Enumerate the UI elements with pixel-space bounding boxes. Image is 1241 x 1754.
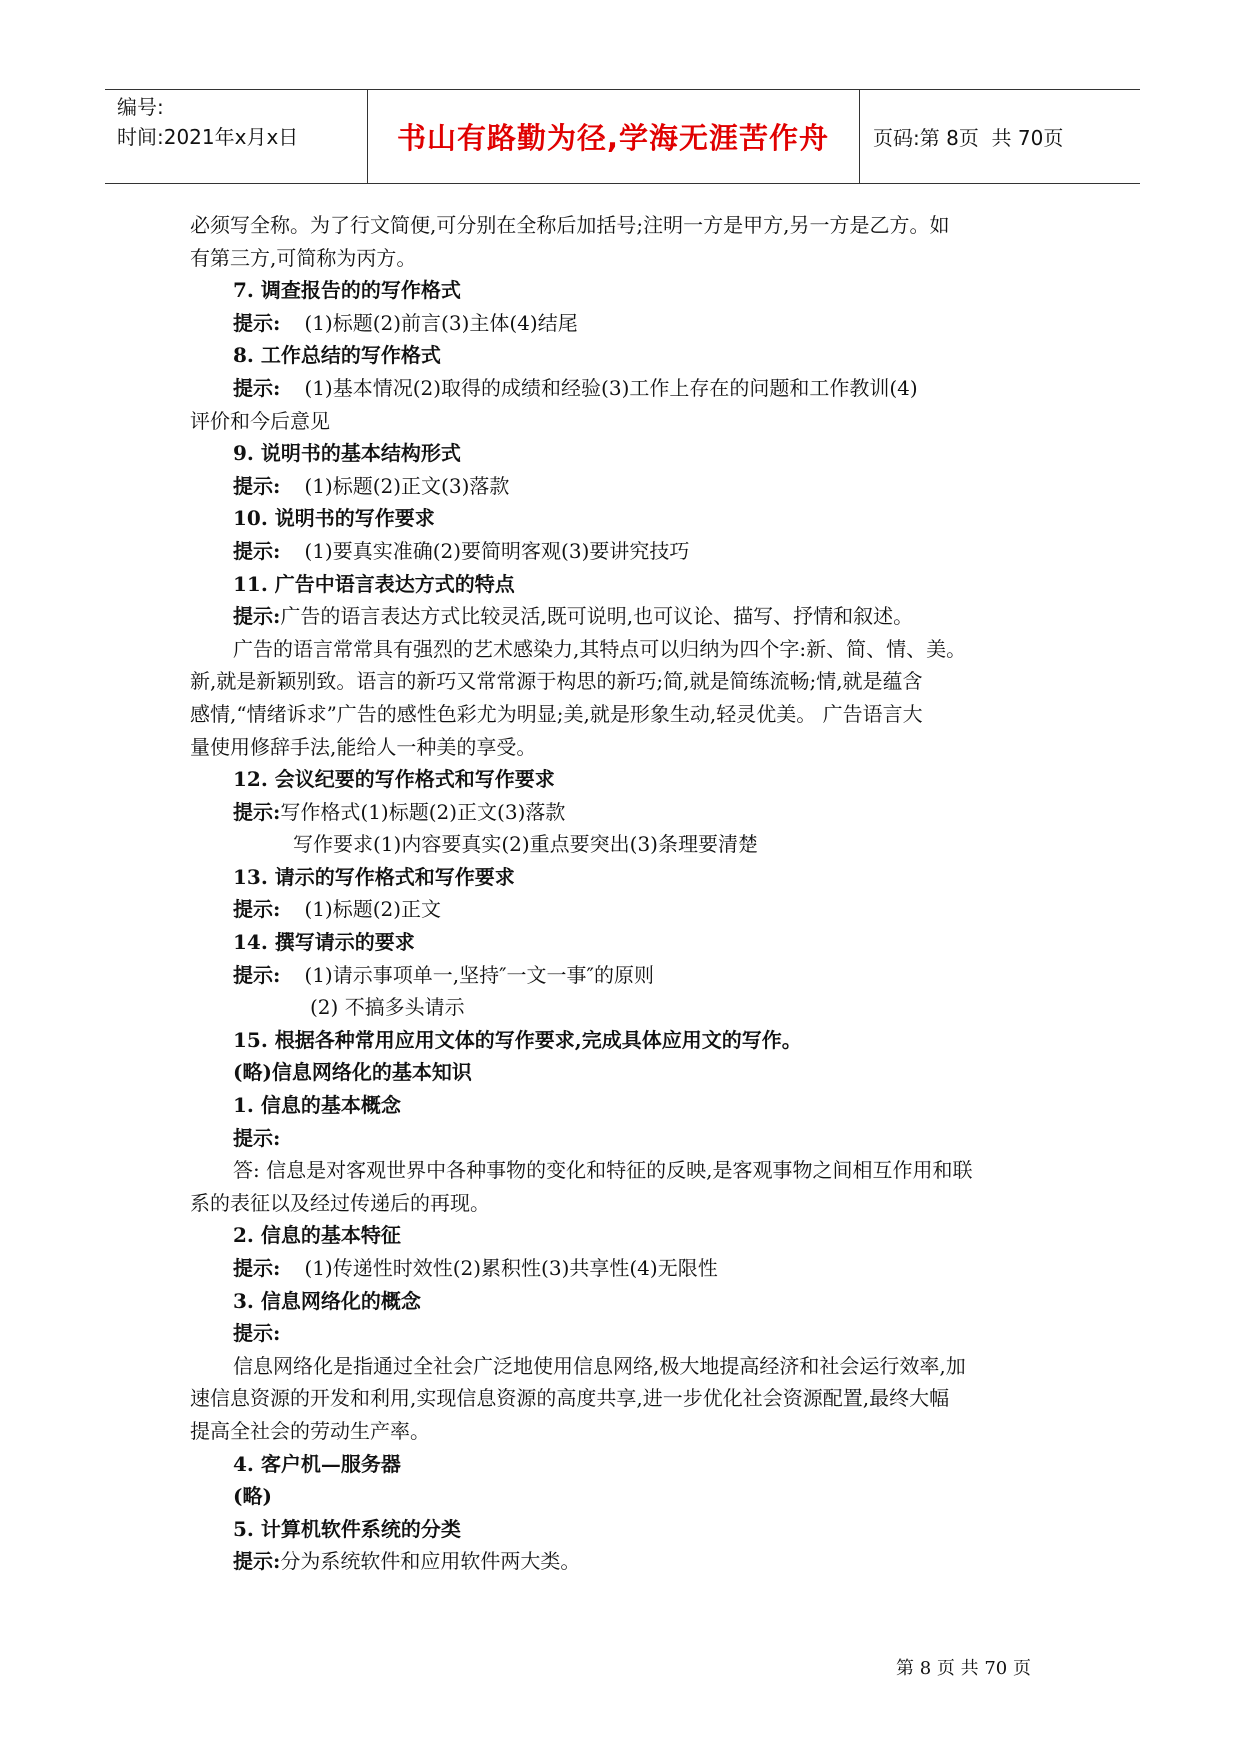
paragraph-line: 感情,“情绪诉求”广告的感性色彩尤为明显;美,就是形象生动,轻灵优美。 广告语言大	[190, 701, 923, 726]
hint-label: 提示:	[233, 1125, 281, 1150]
hint-line	[190, 959, 1070, 992]
hint-text: 分为系统软件和应用软件两大类。	[280, 1549, 581, 1574]
number-label: 编号:	[117, 95, 164, 119]
hint-label: 提示:	[233, 310, 281, 335]
hint-text: 广告的语言表达方式比较灵活,既可说明,也可议论、描写、抒情和叙述。	[280, 604, 914, 629]
section-heading: 5. 计算机软件系统的分类	[233, 1516, 461, 1541]
hint-text: (1)基本情况(2)取得的成绩和经验(3)工作上存在的问题和工作教训(4)	[304, 375, 918, 400]
section-heading: 1. 信息的基本概念	[233, 1093, 401, 1118]
paragraph-line: 信息网络化是指通过全社会广泛地使用信息网络,极大地提高经济和社会运行效率,加	[233, 1353, 966, 1378]
section-heading: 13. 请示的写作格式和写作要求	[233, 864, 515, 889]
hint-text: (1)传递性时效性(2)累积性(3)共享性(4)无限性	[304, 1256, 718, 1280]
section-heading: 9. 说明书的基本结构形式	[233, 441, 461, 466]
hint-label: 提示:	[233, 962, 281, 987]
hint-line	[190, 893, 1070, 926]
hint-line	[190, 535, 1070, 568]
hint-label: 提示:	[233, 799, 281, 824]
section-heading: 4. 客户机—服务器	[233, 1451, 401, 1476]
section-heading: 3. 信息网络化的概念	[233, 1288, 421, 1313]
hint-line	[190, 1545, 1070, 1578]
header-page-number	[873, 90, 1063, 183]
section-heading: 12. 会议纪要的写作格式和写作要求	[233, 767, 555, 792]
section-heading: (略)	[233, 1484, 272, 1509]
hint-label: 提示:	[233, 1549, 281, 1574]
hint-label: 提示:	[233, 604, 281, 629]
header-meta	[117, 92, 298, 152]
hint-label: 提示:	[233, 897, 281, 922]
section-heading: 8. 工作总结的写作格式	[233, 343, 441, 368]
hint-text: (1)标题(2)正文	[304, 897, 442, 922]
time-label: 时间:2021年x月x日	[117, 125, 299, 149]
paragraph-line: 量使用修辞手法,能给人一种美的享受。	[190, 734, 537, 759]
document-body	[190, 209, 1070, 1578]
hint-text: (1)要真实准确(2)要简明客观(3)要讲究技巧	[304, 538, 690, 563]
paragraph-line: 有第三方,可简称为丙方。	[190, 245, 417, 270]
hint-line	[190, 796, 1070, 829]
hint-text: (1)标题(2)正文(3)落款	[304, 473, 510, 498]
section-heading: 2. 信息的基本特征	[233, 1223, 401, 1248]
hint-line	[190, 1252, 1070, 1285]
hint-label: 提示:	[233, 1321, 281, 1346]
section-heading: 11. 广告中语言表达方式的特点	[233, 571, 515, 596]
section-heading: 15. 根据各种常用应用文体的写作要求,完成具体应用文的写作。	[233, 1027, 802, 1052]
page-footer: 第 8 页 共 70 页	[896, 1658, 1031, 1679]
paragraph-line: 速信息资源的开发和利用,实现信息资源的高度共享,进一步优化社会资源配置,最终大幅	[190, 1386, 950, 1411]
paragraph-line: 广告的语言常常具有强烈的艺术感染力,其特点可以归纳为四个字:新、简、情、美。	[233, 636, 967, 661]
hint-line	[190, 307, 1070, 340]
hint-text: 写作格式(1)标题(2)正文(3)落款	[280, 799, 566, 824]
paragraph-line: 系的表征以及经过传递后的再现。	[190, 1190, 490, 1215]
header-motto: 书山有路勤为径,学海无涯苦作舟	[396, 121, 830, 155]
hint-label: 提示:	[233, 1256, 281, 1280]
paragraph-line: 必须写全称。为了行文简便,可分别在全称后加括号;注明一方是甲方,另一方是乙方。如	[190, 213, 950, 237]
hint-label: 提示:	[233, 375, 281, 400]
paragraph-line: 答: 信息是对客观世界中各种事物的变化和特征的反映,是客观事物之间相互作用和联	[233, 1158, 973, 1183]
paragraph-line: 新,就是新颖别致。语言的新巧又常常源于构思的新巧;简,就是简练流畅;情,就是蕴含	[190, 669, 923, 694]
hint-line	[190, 600, 1070, 633]
section-heading: 7. 调查报告的的写作格式	[233, 278, 461, 303]
paragraph-line: 提高全社会的劳动生产率。	[190, 1418, 430, 1443]
hint-text: (1)标题(2)前言(3)主体(4)结尾	[304, 310, 578, 335]
section-heading: (略)信息网络化的基本知识	[233, 1060, 472, 1085]
hint-label: 提示:	[233, 538, 281, 563]
page-label: 页码:第 8页 共 70页	[873, 126, 1064, 150]
hint-line	[190, 372, 1070, 405]
hint-text: (1)请示事项单一,坚持″一文一事″的原则	[304, 962, 655, 987]
section-heading: 14. 撰写请示的要求	[233, 930, 415, 955]
section-heading: 10. 说明书的写作要求	[233, 506, 435, 531]
paragraph-line: 写作要求(1)内容要真实(2)重点要突出(3)条理要清楚	[293, 832, 758, 857]
paragraph-line: (2) 不搞多头请示	[310, 995, 465, 1020]
hint-line	[190, 470, 1070, 503]
header-divider	[859, 90, 860, 183]
paragraph-line: 评价和今后意见	[190, 408, 330, 433]
page-header	[105, 89, 1140, 184]
hint-label: 提示:	[233, 473, 281, 498]
